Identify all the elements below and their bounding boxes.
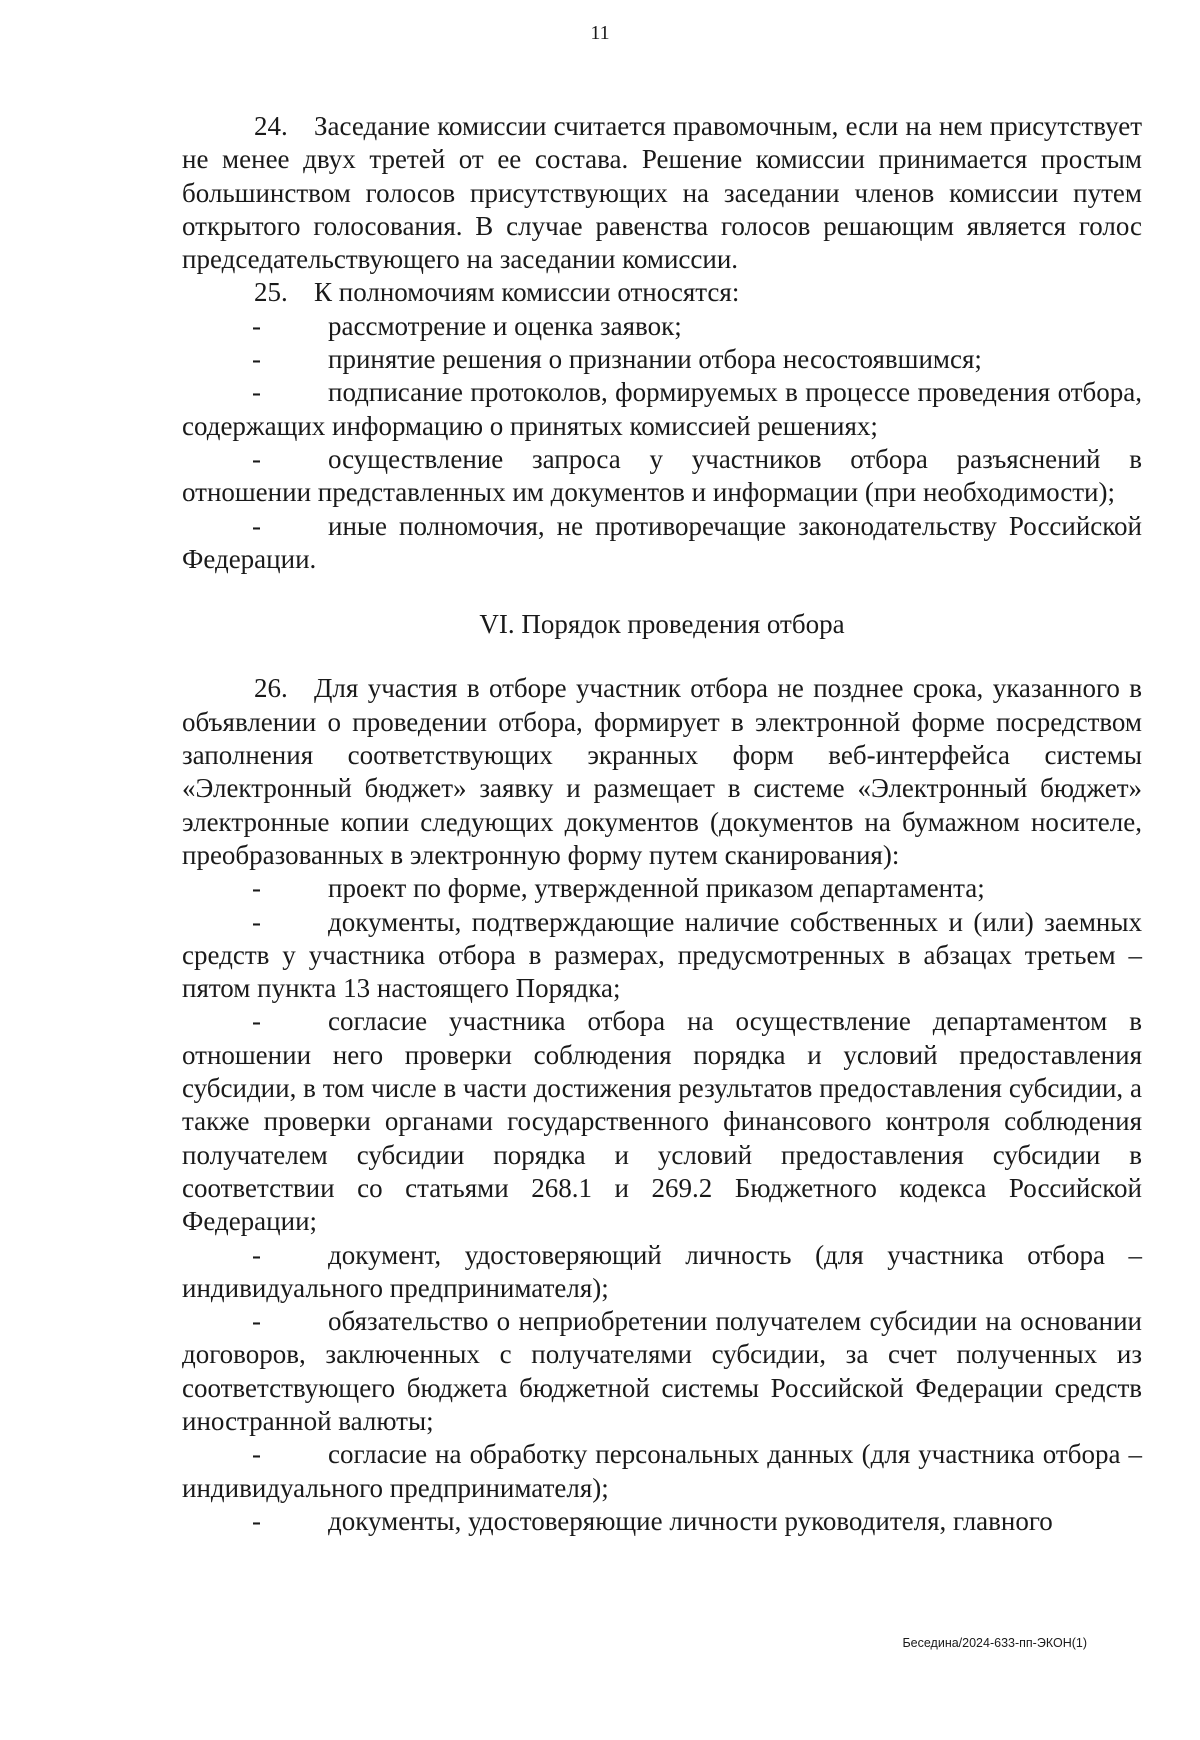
list-dash: - — [252, 1006, 261, 1037]
paragraph-text: рассмотрение и оценка заявок; — [328, 310, 682, 341]
list-dash: - — [252, 443, 261, 474]
paragraph-text: подписание протоколов, формируемых в процессе проведения отбора, содержащих информацию о принятых комиссией решениях; — [182, 377, 1142, 441]
list-item — [182, 343, 1142, 376]
list-dash: - — [252, 906, 261, 937]
list-item — [182, 443, 1142, 510]
paragraph-number: 26. — [254, 673, 288, 704]
list-dash: - — [252, 344, 261, 375]
numbered-paragraph — [182, 672, 1142, 872]
paragraph-text: Заседание комиссии считается правомочным, если на нем присутствует не менее двух третей от ее состава. Решение комиссии принимается простым большинством голосов присутствующих на заседании членов комиссии путем открытого голосования. В случае равенства голосов решающим является голос председательствующего на заседании комиссии. — [182, 111, 1142, 275]
list-item — [182, 1239, 1142, 1306]
paragraph-text: осуществление запроса у участников отбора разъяснений в отношении представленных им документов и информации (при необходимости); — [182, 443, 1142, 508]
section-v-continuation — [182, 110, 1142, 576]
list-dash: - — [252, 1505, 261, 1536]
list-item — [182, 310, 1142, 343]
list-item — [182, 872, 1142, 905]
paragraph-text: согласие на обработку персональных данных (для участника отбора – индивидуального предпринимателя); — [182, 1439, 1142, 1503]
list-item — [182, 1305, 1142, 1438]
paragraph-text: принятие решения о признании отбора несостоявшимся; — [328, 344, 982, 375]
list-item — [182, 376, 1142, 443]
list-item — [182, 906, 1142, 1006]
paragraph-text: иные полномочия, не противоречащие законодательству Российской Федерации. — [182, 510, 1142, 574]
list-dash: - — [252, 510, 261, 541]
numbered-paragraph — [182, 110, 1142, 276]
paragraph-text: согласие участника отбора на осуществление департаментом в отношении него проверки соблюдения порядка и условий предоставления субсидии, в том числе в части достижения результатов предоставления субсидии, а также проверки органами государственного финансового контроля соблюдения получателем субсидии порядка и условий предоставления субсидии в соответствии со статьями 268.1 и 269.2 Бюджетного кодекса Российской Федерации; — [182, 1006, 1142, 1237]
list-dash: - — [252, 377, 261, 408]
list-dash: - — [252, 310, 261, 341]
document-body — [182, 110, 1142, 1538]
list-item — [182, 1505, 1142, 1538]
paragraph-text: документы, подтверждающие наличие собственных и (или) заемных средств у участника отбора в размерах, предусмотренных в абзацах третьем – пятом пункта 13 настоящего Порядка; — [182, 906, 1142, 1004]
section-heading: VI. Порядок проведения отбора — [479, 609, 845, 640]
list-item — [182, 510, 1142, 577]
paragraph-text: Для участия в отборе участник отбора не позднее срока, указанного в объявлении о проведении отбора, формирует в электронной форме посредством заполнения соответствующих экранных форм веб-интерфейса системы «Электронный бюджет» заявку и размещает в системе «Электронный бюджет» электронные копии следующих документов (документов на бумажном носителе, преобразованных в электронную форму путем сканирования): — [182, 673, 1142, 870]
page-number: 11 — [590, 22, 610, 44]
list-item — [182, 1005, 1142, 1238]
paragraph-text: документы, удостоверяющие личности руководителя, главного — [328, 1505, 1053, 1536]
numbered-paragraph — [182, 276, 1142, 309]
paragraph-number: 25. — [254, 277, 288, 308]
paragraph-number: 24. — [254, 111, 288, 141]
paragraph-text: документ, удостоверяющий личность (для участника отбора – индивидуального предпринимателя); — [182, 1239, 1142, 1303]
section-vi-body — [182, 672, 1142, 1538]
paragraph-text: К полномочиям комиссии относятся: — [314, 277, 740, 308]
list-dash: - — [252, 1239, 261, 1270]
paragraph-text: проект по форме, утвержденной приказом департамента; — [328, 873, 985, 904]
list-dash: - — [252, 873, 261, 904]
list-dash: - — [252, 1439, 261, 1470]
list-item — [182, 1438, 1142, 1505]
list-dash: - — [252, 1306, 261, 1337]
document-footer-code: Беседина/2024-633-пп-ЭКОН(1) — [902, 1636, 1087, 1650]
paragraph-text: обязательство о неприобретении получателем субсидии на основании договоров, заключенных с получателями субсидии, за счет полученных из соответствующего бюджета бюджетной системы Российской Федерации средств иностранной валюты; — [182, 1306, 1142, 1436]
